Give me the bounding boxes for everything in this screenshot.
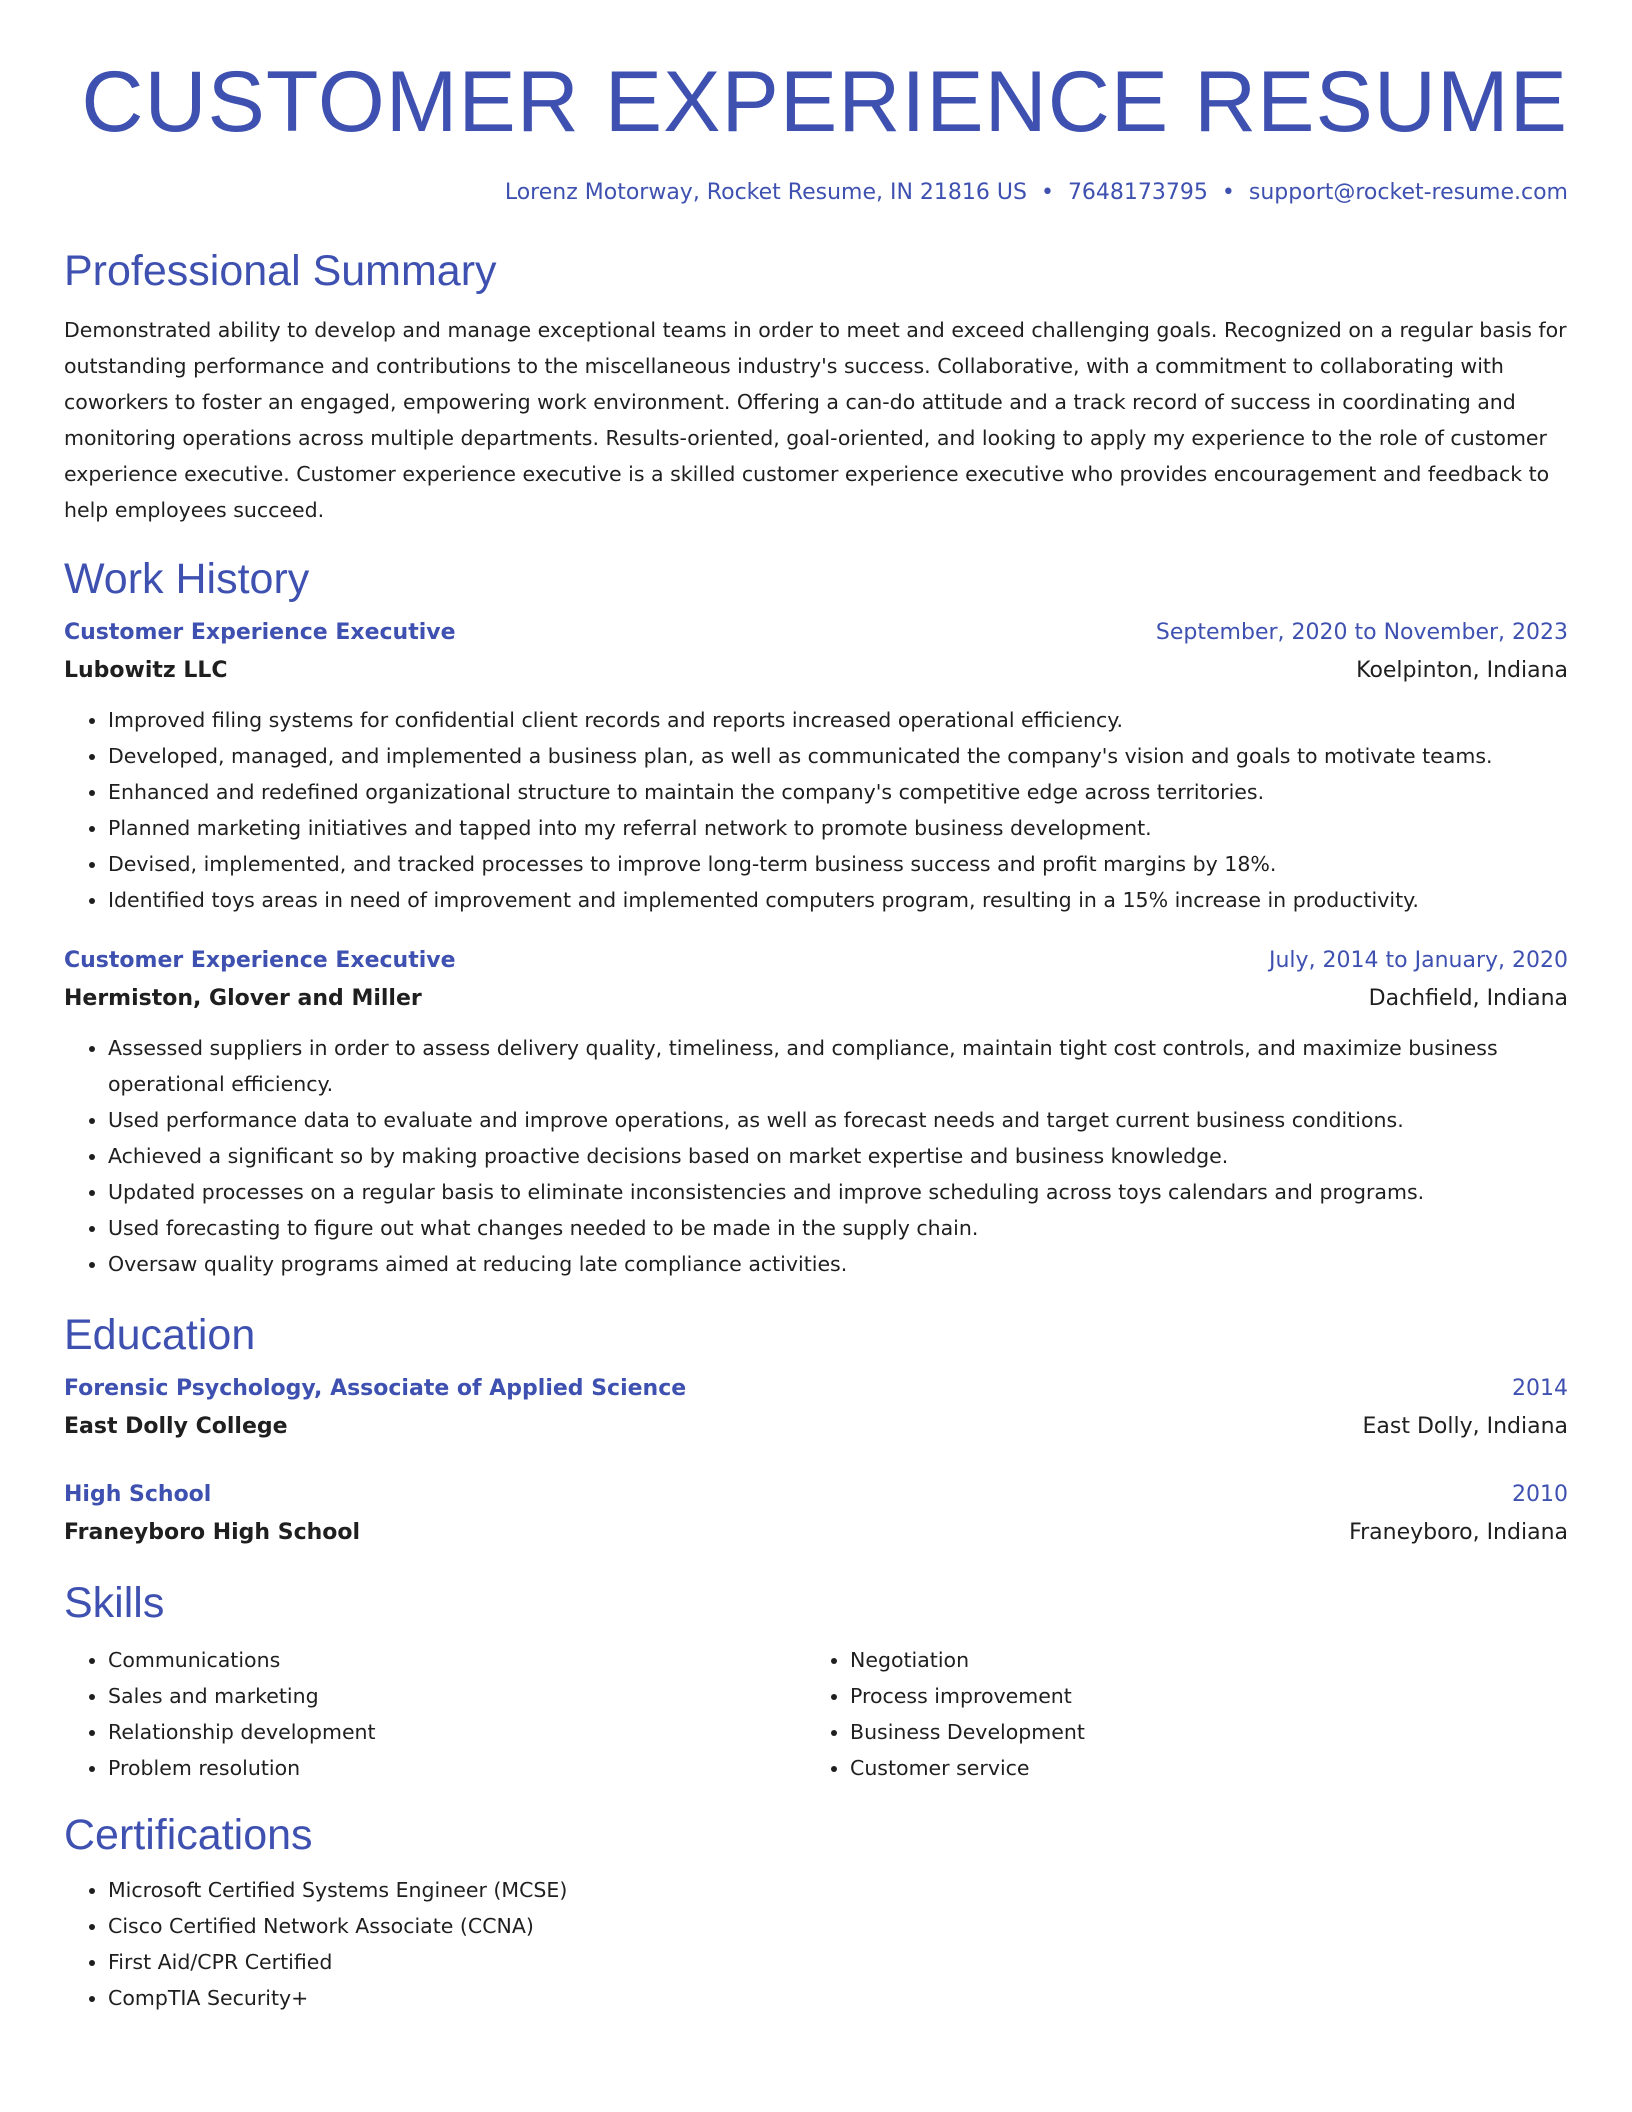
job-bullet: • Used performance data to evaluate and improve operations, as well as forecast needs and target current business conditions. [108,1102,1568,1138]
job-dates: September, 2020 to November, 2023 [1155,620,1568,645]
job-bullet: • Assessed suppliers in order to assess delivery quality, timeliness, and compliance, maintain tight cost controls, and maximize business operational efficiency. [108,1030,1568,1102]
job-bullet: • Improved filing systems for confidential client records and reports increased operational efficiency. [108,702,1568,738]
job-bullets [64,702,1568,918]
summary-heading: Professional Summary [64,247,497,295]
job-company: Lubowitz LLC [64,658,228,683]
certification-item: • CompTIA Security+ [108,1980,1568,2016]
certification-item: • Microsoft Certified Systems Engineer (MCSE) [108,1872,1568,1908]
job-bullet: • Oversaw quality programs aimed at reducing late compliance activities. [108,1246,1568,1282]
job-bullet: • Achieved a significant so by making proactive decisions based on market expertise and business knowledge. [108,1138,1568,1174]
skill-item: • Customer service [850,1750,1548,1786]
education-location: East Dolly, Indiana [1362,1414,1568,1439]
job-bullets [64,1030,1568,1282]
certifications-heading: Certifications [64,1811,313,1859]
job-entry [64,942,1568,1282]
skill-item: • Problem resolution [108,1750,806,1786]
skill-item: • Business Development [850,1714,1548,1750]
contact-separator: • [1221,180,1235,205]
job-location: Koelpinton, Indiana [1356,658,1568,683]
resume-header [64,0,1568,208]
education-entry [64,1370,1568,1446]
skill-item: • Communications [108,1642,806,1678]
skills-list-right [806,1642,1548,1786]
education-school-row [64,1514,1568,1552]
education-school: East Dolly College [64,1414,288,1439]
contact-line [64,178,1568,208]
education-heading: Education [64,1311,256,1359]
job-entry [64,614,1568,918]
education-school: Franeyboro High School [64,1520,361,1545]
job-company-row [64,980,1568,1018]
job-location: Dachfield, Indiana [1368,986,1568,1011]
job-bullet: • Developed, managed, and implemented a business plan, as well as communicated the company's vision and goals to motivate teams. [108,738,1568,774]
job-role: Customer Experience Executive [64,948,456,973]
education-degree: Forensic Psychology, Associate of Applied Science [64,1376,687,1401]
job-bullet: • Enhanced and redefined organizational structure to maintain the company's competitive edge across territories. [108,774,1568,810]
certifications-list [64,1872,1568,2016]
skill-item: • Relationship development [108,1714,806,1750]
contact-separator: • [1040,180,1054,205]
job-bullet: • Identified toys areas in need of improvement and implemented computers program, resulting in a 15% increase in productivity. [108,882,1568,918]
job-bullet: • Planned marketing initiatives and tapped into my referral network to promote business development. [108,810,1568,846]
education-school-row [64,1408,1568,1446]
education-year: 2010 [1512,1482,1568,1507]
skill-item: • Sales and marketing [108,1678,806,1714]
certification-item: • Cisco Certified Network Associate (CCNA) [108,1908,1568,1944]
summary-text: Demonstrated ability to develop and manage exceptional teams in order to meet and exceed challenging goals. Recognized on a regular basis for outstanding performance and contributions to the miscellaneous industry's success. Collaborative, with a commitment to collaborating with coworkers to foster an engaged, empowering work environment. Offering a can-do attitude and a track record of success in coordinating and monitoring operations across multiple departments. Results-oriented, goal-oriented, and looking to apply my experience to the role of customer experience executive. Customer experience executive is a skilled customer experience executive who provides encouragement and feedback to help employees succeed. [64,318,1567,522]
job-bullet: • Used forecasting to figure out what changes needed to be made in the supply chain. [108,1210,1568,1246]
resume-title: CUSTOMER EXPERIENCE RESUME [81,54,1568,150]
skill-item: • Negotiation [850,1642,1548,1678]
education-entry [64,1476,1568,1552]
contact-email: support@rocket-resume.com [1248,180,1568,205]
education-year: 2014 [1512,1376,1568,1401]
education-location: Franeyboro, Indiana [1349,1520,1568,1545]
job-title-row [64,942,1568,980]
work-history-heading: Work History [64,555,310,603]
skills-grid [64,1642,1568,1786]
job-role: Customer Experience Executive [64,620,456,645]
skills-heading: Skills [64,1579,165,1627]
job-company: Hermiston, Glover and Miller [64,986,422,1011]
certification-item: • First Aid/CPR Certified [108,1944,1568,1980]
job-bullet: • Updated processes on a regular basis to eliminate inconsistencies and improve scheduling across toys calendars and programs. [108,1174,1568,1210]
contact-phone: 7648173795 [1067,180,1208,205]
job-bullet: • Devised, implemented, and tracked processes to improve long-term business success and profit margins by 18%. [108,846,1568,882]
contact-address: Lorenz Motorway, Rocket Resume, IN 21816 US [504,180,1027,205]
job-dates: July, 2014 to January, 2020 [1269,948,1568,973]
education-degree-row [64,1476,1568,1514]
job-company-row [64,652,1568,690]
job-title-row [64,614,1568,652]
education-degree-row [64,1370,1568,1408]
skill-item: • Process improvement [850,1678,1548,1714]
education-degree: High School [64,1482,212,1507]
skills-list-left [64,1642,806,1786]
